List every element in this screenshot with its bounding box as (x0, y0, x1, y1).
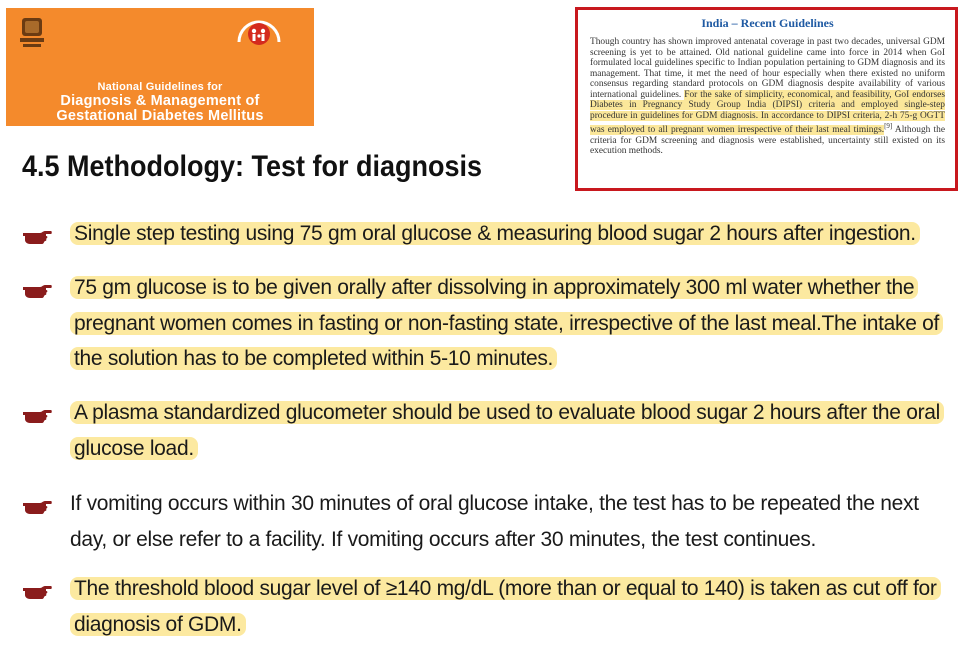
bullet-text-line: Single step testing using 75 gm oral glucose & measuring blood sugar 2 hours after ingestion. (70, 222, 920, 245)
banner-subtitle: National Guidelines for (97, 81, 223, 93)
bullet-text (70, 216, 974, 252)
banner-title-line: Diagnosis & Management of (60, 93, 260, 109)
pointing-hand-icon (22, 582, 52, 600)
bullet-text-line: A plasma standardized glucometer should be used to evaluate blood sugar 2 hours after the oral (70, 401, 944, 424)
state-emblem-icon (16, 16, 48, 50)
bullet-text-line: day, or else refer to a facility. If vomiting occurs after 30 minutes, the test continues. (70, 527, 817, 551)
pointing-hand-icon (22, 281, 52, 299)
bullet-text (70, 486, 974, 557)
guidelines-excerpt-text (590, 37, 945, 157)
pointing-hand-icon (22, 406, 52, 424)
bullet-text-line: pregnant women comes in fasting or non-fasting state, irrespective of the last meal.The intake of (70, 312, 943, 335)
bullet-text (70, 395, 974, 466)
bullet-text-line: If vomiting occurs within 30 minutes of oral glucose intake, the test has to be repeated the next (70, 492, 919, 515)
excerpt-end-text: Although the criteria for GDM screening and diagnosis were established, uncertainty still existed on its execution methods. (590, 125, 945, 157)
bullet-text-line: the solution has to be completed within 5-10 minutes. (70, 347, 557, 370)
guidelines-excerpt-box (575, 7, 958, 191)
banner-title-line: Gestational Diabetes Mellitus (56, 108, 264, 124)
bullet-text-line: glucose load. (70, 437, 198, 460)
excerpt-plain-text: Though country has shown improved antenatal coverage in past two decades, universal GDM screening is yet to be attained. Old national guideline came into force in 2014 when GoI formulated local guidelines specific to Indian population pertaining to GDM diagnosis and its management. That time, it met the need of hour especially when there existed no uniform consensus regarding standard protocols on GDM diagnosis despite availability of various international guidelines. (590, 37, 945, 100)
excerpt-reference: [9] (884, 122, 893, 130)
banner-title (6, 94, 314, 124)
nhm-logo-icon (234, 14, 284, 48)
bullet-text-line: diagnosis of GDM. (70, 613, 246, 636)
pointing-hand-icon (22, 227, 52, 245)
guidelines-excerpt-title: India – Recent Guidelines (701, 16, 834, 30)
guideline-banner (6, 8, 314, 126)
page-title: 4.5 Methodology: Test for diagnosis (22, 150, 483, 183)
bullet-text-line: The threshold blood sugar level of ≥140 mg/dL (more than or equal to 140) is taken as cut off for (70, 577, 941, 600)
excerpt-highlighted-text: For the sake of simplicity, economical, and feasibility, GoI endorses Diabetes in Pregnancy Study Group India (DIPSI) criteria and employed single-step procedure in guidelines for GDM diagnosis. In accordance to DIPSI criteria, 2-h 75-g OGTT was employed to all pregnant women irrespective of their last meal timings. (590, 89, 945, 136)
bullet-text (70, 270, 974, 377)
pointing-hand-icon (22, 497, 52, 515)
bullet-text-line: 75 gm glucose is to be given orally after dissolving in approximately 300 ml water whether the (70, 276, 918, 299)
bullet-text (70, 571, 974, 642)
